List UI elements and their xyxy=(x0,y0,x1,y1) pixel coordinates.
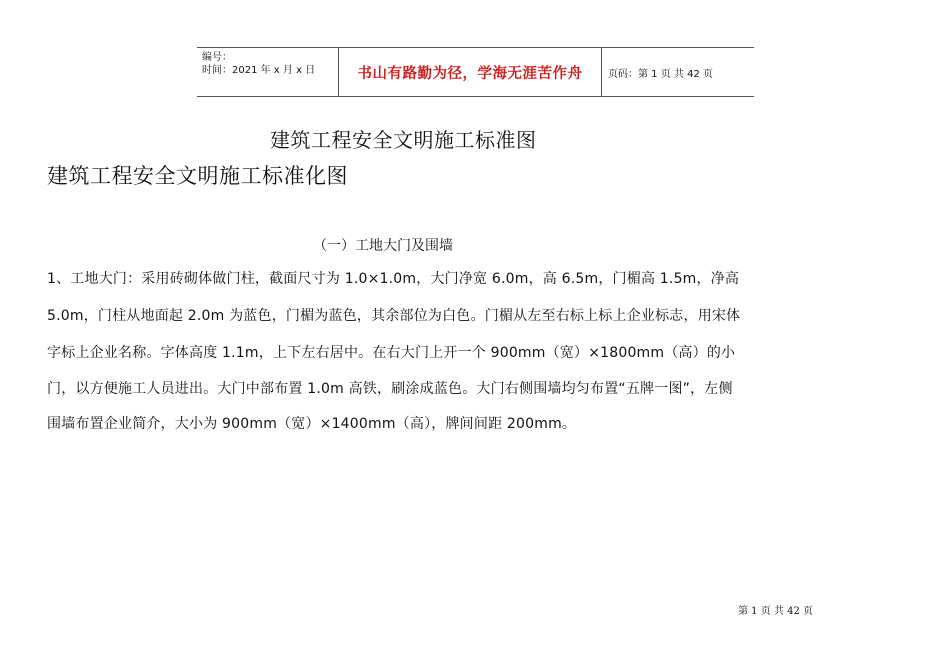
body-paragraph-line: 字标上企业名称。字体高度 1.1m，上下左右居中。在右大门上开一个 900mm（宽）×1800mm（高）的小 xyxy=(47,345,736,361)
body-paragraph-line: 门，以方便施工人员进出。大门中部布置 1.0m 高铁，刷涂成蓝色。大门右侧围墙均匀布置“五牌一图”，左侧 xyxy=(47,381,733,397)
document-subtitle: 建筑工程安全文明施工标准化图 xyxy=(47,164,348,188)
header-page-code: 页码：第 1 页 共 42 页 xyxy=(608,68,713,80)
header-motto: 书山有路勤为径，学海无涯苦作舟 xyxy=(339,48,602,96)
document-title: 建筑工程安全文明施工标准图 xyxy=(270,128,537,152)
header-meta-cell xyxy=(197,48,339,96)
body-paragraph-line: 5.0m，门柱从地面起 2.0m 为蓝色，门楣为蓝色，其余部位为白色。门楣从左至右标上标上企业标志，用宋体 xyxy=(47,308,741,324)
page-footer-indicator: 第 1 页 共 42 页 xyxy=(738,606,813,617)
body-paragraph-line: 1、工地大门：采用砖砌体做门柱，截面尺寸为 1.0×1.0m，大门净宽 6.0m，高 6.5m，门楣高 1.5m，净高 xyxy=(47,271,740,287)
document-date-label: 时间：2021 年 x 月 x 日 xyxy=(202,65,316,76)
section-heading: （一）工地大门及围墙 xyxy=(313,238,453,254)
document-header-table xyxy=(197,47,754,97)
document-number-label: 编号： xyxy=(202,52,232,63)
body-paragraph-line: 围墙布置企业简介，大小为 900mm（宽）×1400mm（高），牌间间距 200mm。 xyxy=(47,416,577,432)
